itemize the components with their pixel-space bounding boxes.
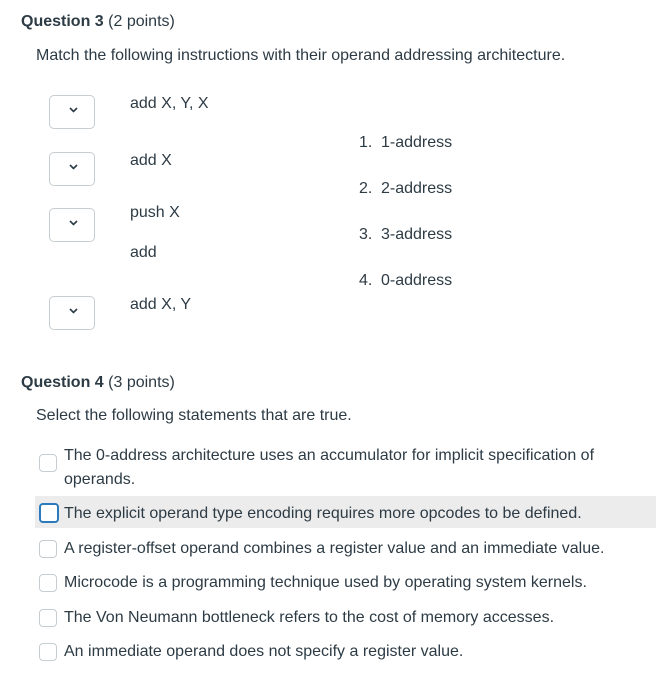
- option-label: 2-address: [381, 180, 453, 197]
- choice-label: An immediate operand does not specify a register value.: [64, 643, 464, 660]
- checkbox-4[interactable]: [39, 574, 57, 592]
- question-3-title: [21, 13, 175, 31]
- match-item-label: add X: [130, 152, 172, 169]
- chevron-down-icon: [69, 308, 78, 314]
- match-select-1[interactable]: [49, 95, 95, 129]
- checkbox-6[interactable]: [39, 643, 57, 661]
- option-number: 2.: [359, 180, 373, 197]
- match-option: [359, 272, 452, 290]
- question-4-prompt: Select the following statements that are true.: [36, 407, 352, 424]
- match-option: [359, 134, 452, 152]
- checkbox-3[interactable]: [39, 540, 57, 558]
- checkbox-2[interactable]: [39, 503, 59, 523]
- checkbox-5[interactable]: [39, 609, 57, 627]
- choice-row-2[interactable]: [35, 496, 656, 528]
- chevron-down-icon: [69, 107, 78, 113]
- match-item-label: add: [130, 244, 157, 261]
- choice-label: Microcode is a programming technique used by operating system kernels.: [64, 574, 587, 591]
- question-4-number: Question 4: [21, 374, 104, 391]
- option-number: 1.: [359, 134, 373, 151]
- option-label: 1-address: [381, 134, 453, 151]
- choice-label: The Von Neumann bottleneck refers to the cost of memory accesses.: [64, 609, 555, 626]
- option-number: 4.: [359, 272, 373, 289]
- match-item-label: push X: [130, 204, 180, 221]
- chevron-down-icon: [69, 220, 78, 226]
- checkbox-1[interactable]: [39, 454, 57, 472]
- match-item-label: add X, Y, X: [130, 95, 209, 112]
- choice-label: The 0-address architecture uses an accumulator for implicit specification of operands.: [64, 447, 595, 488]
- match-select-2[interactable]: [49, 152, 95, 186]
- choice-row-1[interactable]: [35, 443, 656, 493]
- option-number: 3.: [359, 226, 373, 243]
- option-label: 3-address: [381, 226, 453, 243]
- option-label: 0-address: [381, 272, 453, 289]
- question-4-title: [21, 374, 175, 392]
- match-item-label: add X, Y: [130, 296, 192, 313]
- question-3-number: Question 3: [21, 13, 104, 30]
- question-3-points: (2 points): [108, 13, 175, 30]
- match-select-3[interactable]: [49, 208, 95, 242]
- match-option: [359, 226, 452, 244]
- choice-row-6[interactable]: [35, 638, 656, 666]
- choice-row-3[interactable]: [35, 535, 656, 563]
- match-option: [359, 180, 452, 198]
- chevron-down-icon: [69, 164, 78, 170]
- choice-label: A register-offset operand combines a register value and an immediate value.: [64, 540, 605, 557]
- choice-row-4[interactable]: [35, 569, 656, 597]
- question-4-points: (3 points): [108, 374, 175, 391]
- question-3-prompt: Match the following instructions with their operand addressing architecture.: [36, 47, 566, 64]
- choice-row-5[interactable]: [35, 604, 656, 632]
- choice-label: The explicit operand type encoding requires more opcodes to be defined.: [64, 505, 582, 522]
- match-select-4[interactable]: [49, 296, 95, 330]
